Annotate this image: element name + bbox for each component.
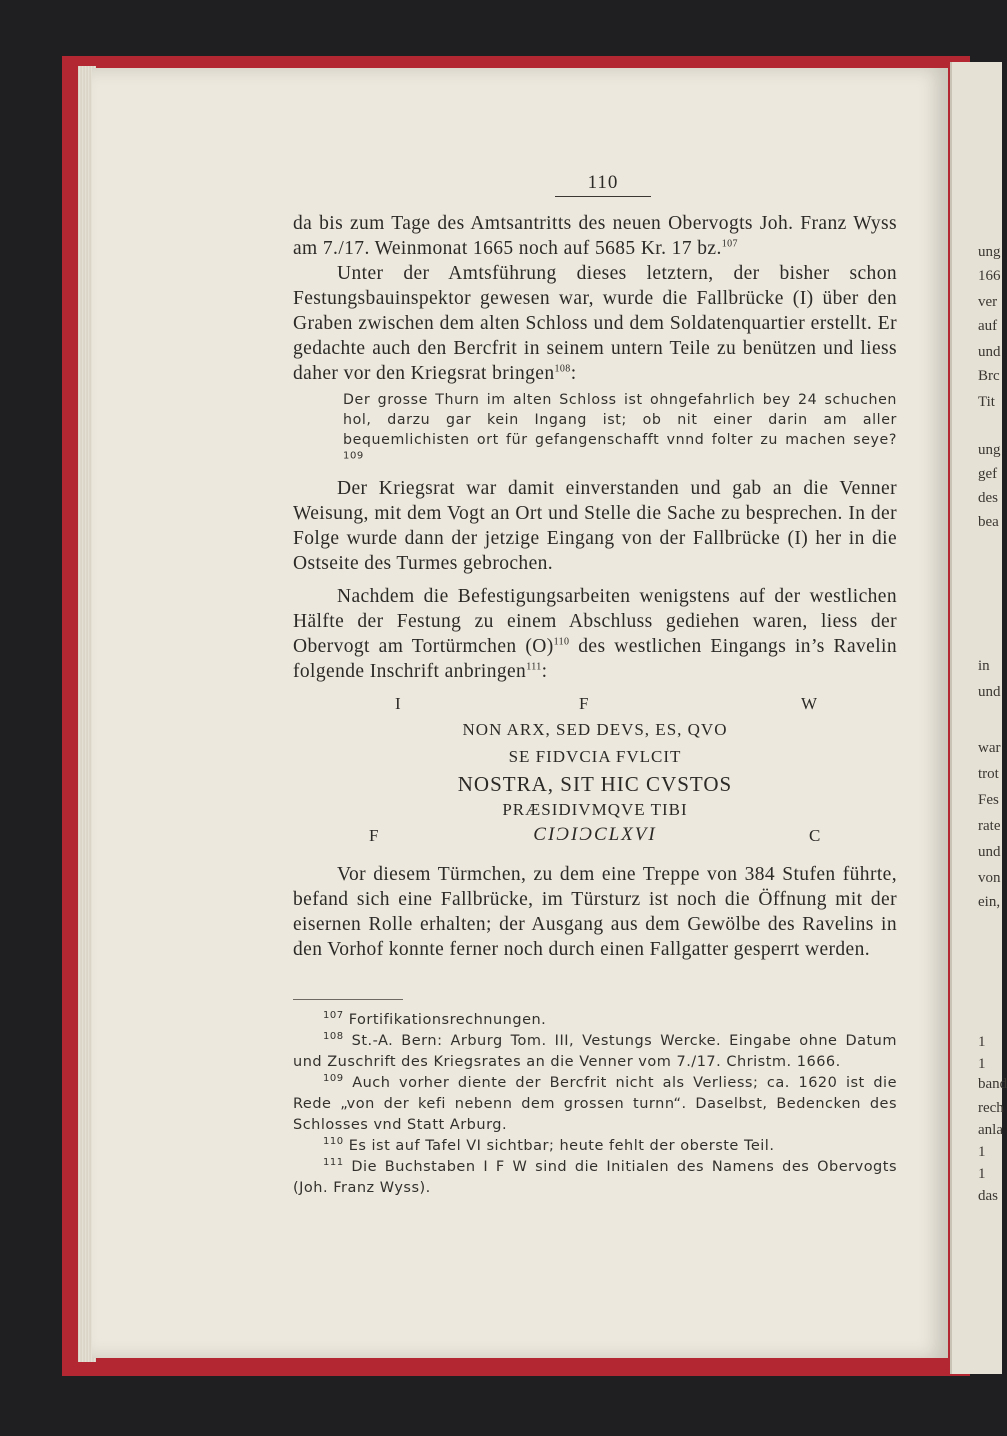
inscription bbox=[293, 694, 897, 856]
paragraph-text: des westlichen Eingangs in’s Ravelin folgende Inschrift anbringen bbox=[293, 636, 897, 682]
next-page-text: rech bbox=[978, 1100, 1004, 1116]
next-page-text: auf bbox=[978, 318, 998, 334]
paragraph-text: Unter der Amtsführung dieses letztern, der bisher schon Festungsbauinspektor gewesen war, wurde die Fallbrücke (I) über den Graben zwischen dem alten Schloss und dem Soldatenquartier erstellt. Er gedachte auch den Bercfrit in seinem untern Teile zu benützen und liess daher vor den Kriegsrat bringen bbox=[293, 263, 897, 384]
footnote-text: Fortifikationsrechnungen. bbox=[348, 1012, 547, 1028]
footnote bbox=[293, 1136, 897, 1157]
next-page-text: bea bbox=[978, 514, 999, 530]
paragraph bbox=[293, 211, 897, 261]
footnote bbox=[293, 1157, 897, 1199]
page-number: 110 bbox=[555, 172, 651, 197]
inscription-line: PRÆSIDIVMQVE TIBI bbox=[502, 800, 688, 819]
next-page-text: 1 bbox=[978, 1144, 986, 1160]
footnote-number: 111 bbox=[323, 1157, 344, 1169]
next-page-text: 1 bbox=[978, 1056, 986, 1072]
paragraph-text: Nachdem die Befestigungsarbeiten wenigstens auf der westlichen Hälfte der Festung zu einem Abschluss gediehen waren, liess der Obervogt am Tortürmchen (O) bbox=[293, 586, 897, 657]
inscription-date: CIƆIƆCLXVI bbox=[533, 824, 657, 845]
next-page-text: des bbox=[978, 490, 998, 506]
next-page-text: von bbox=[978, 870, 1001, 886]
next-page-text: in bbox=[978, 658, 990, 674]
paragraph bbox=[293, 584, 897, 684]
next-page-text: das bbox=[978, 1188, 998, 1204]
block-quote bbox=[343, 390, 897, 470]
footnotes bbox=[293, 1000, 897, 1199]
inscription-line: NOSTRA, SIT HIC CVSTOS bbox=[457, 772, 733, 796]
paragraph bbox=[293, 862, 897, 962]
inscription-line: NON ARX, SED DEVS, ES, QVO bbox=[462, 720, 728, 739]
footnote-ref: 108 bbox=[554, 363, 571, 375]
quote-text: Der grosse Thurn im alten Schloss ist ohngefahrlich bey 24 schuchen hol, darzu gar kein Ingang ist; ob nit einer darin am aller bequemlichisten ort für gefangenschafft vnnd folter zu machen seye? bbox=[343, 392, 897, 448]
footnote-text: Auch vorher diente der Bercfrit nicht als Verliess; ca. 1620 ist die Rede „von der kefi nebenn dem grossen turnn“. Daselbst, Bedencken des Schlosses vnd Statt Arburg. bbox=[293, 1075, 897, 1133]
footnote-divider bbox=[293, 999, 403, 1000]
next-page-text: ung bbox=[978, 442, 1001, 458]
next-page-text: rate bbox=[978, 818, 1001, 834]
paragraph bbox=[293, 261, 897, 386]
paragraph-text: Vor diesem Türmchen, zu dem eine Treppe von 384 Stufen führte, befand sich eine Fallbrücke, im Türsturz ist noch die Öffnung mit der eisernen Rolle erhalten; der Ausgang aus dem Gewölbe des Ravelins in den Vorhof konnte ferner noch durch einen Fallgatter gesperrt werden. bbox=[293, 864, 897, 960]
footnote-text: Es ist auf Tafel VI sichtbar; heute fehlt der oberste Teil. bbox=[348, 1138, 775, 1154]
inscription-initial: F bbox=[579, 694, 590, 713]
paragraph-text: Der Kriegsrat war damit einverstanden und gab an die Venner Weisung, mit dem Vogt an Ort und Stelle die Sache zu besprechen. In der Folge wurde dann der jetzige Eingang von der Fallbrücke (I) her in die Ostseite des Turmes gebrochen. bbox=[293, 478, 897, 574]
paragraph bbox=[293, 476, 897, 576]
next-page-text: Fes bbox=[978, 792, 999, 808]
footnote bbox=[293, 1031, 897, 1073]
inscription-initial: I bbox=[395, 694, 402, 713]
next-page-text: 1 bbox=[978, 1166, 986, 1182]
footnote-number: 108 bbox=[323, 1031, 344, 1043]
footnote-ref: 111 bbox=[526, 661, 542, 673]
footnote-ref: 107 bbox=[721, 238, 738, 250]
paragraph-text: da bis zum Tage des Amtsantritts des neuen Obervogts Joh. Franz Wyss am 7./17. Weinmonat 1665 noch auf 5685 Kr. 17 bz. bbox=[293, 213, 897, 259]
next-page-text: ver bbox=[978, 294, 998, 310]
next-page-text: ein, bbox=[978, 894, 1001, 910]
paragraph-text: : bbox=[541, 661, 548, 682]
footnote-number: 107 bbox=[323, 1010, 344, 1022]
next-page-text: anla bbox=[978, 1122, 1003, 1138]
footnote-text: St.-A. Bern: Arburg Tom. III, Vestungs Wercke. Eingabe ohne Datum und Zuschrift des Kriegsrates an die Venner vom 7./17. Christm. 1666. bbox=[293, 1033, 897, 1070]
next-page-sliver bbox=[950, 62, 1007, 1374]
footnote bbox=[293, 1010, 897, 1031]
next-page-text: und bbox=[978, 684, 1001, 700]
next-page-text: und bbox=[978, 844, 1001, 860]
inscription-line: SE FIDVCIA FVLCIT bbox=[508, 747, 682, 766]
next-page-text: band bbox=[978, 1076, 1007, 1092]
inscription-initial: W bbox=[801, 694, 819, 713]
next-page-text: 1 bbox=[978, 1034, 986, 1050]
footnote bbox=[293, 1073, 897, 1136]
next-page-text: Brc bbox=[978, 368, 1000, 384]
next-page-text: 166 bbox=[978, 268, 1001, 284]
next-page-text: ung bbox=[978, 244, 1001, 260]
paragraph-text: : bbox=[570, 363, 577, 384]
inscription-initial: C bbox=[809, 826, 822, 845]
footnote-number: 109 bbox=[323, 1073, 344, 1085]
footnote-number: 110 bbox=[323, 1136, 344, 1148]
next-page-text: und bbox=[978, 344, 1001, 360]
footnote-ref: 110 bbox=[553, 636, 570, 648]
page-content bbox=[293, 172, 897, 1199]
next-page-text: gef bbox=[978, 466, 998, 482]
next-page-text: trot bbox=[978, 766, 999, 782]
next-page-text: Tit bbox=[978, 394, 995, 410]
footnote-ref: 109 bbox=[343, 450, 364, 462]
next-page-text: war bbox=[978, 740, 1001, 756]
inscription-initial: F bbox=[369, 826, 380, 845]
footnote-text: Die Buchstaben I F W sind die Initialen des Namens des Obervogts (Joh. Franz Wyss). bbox=[293, 1159, 898, 1196]
